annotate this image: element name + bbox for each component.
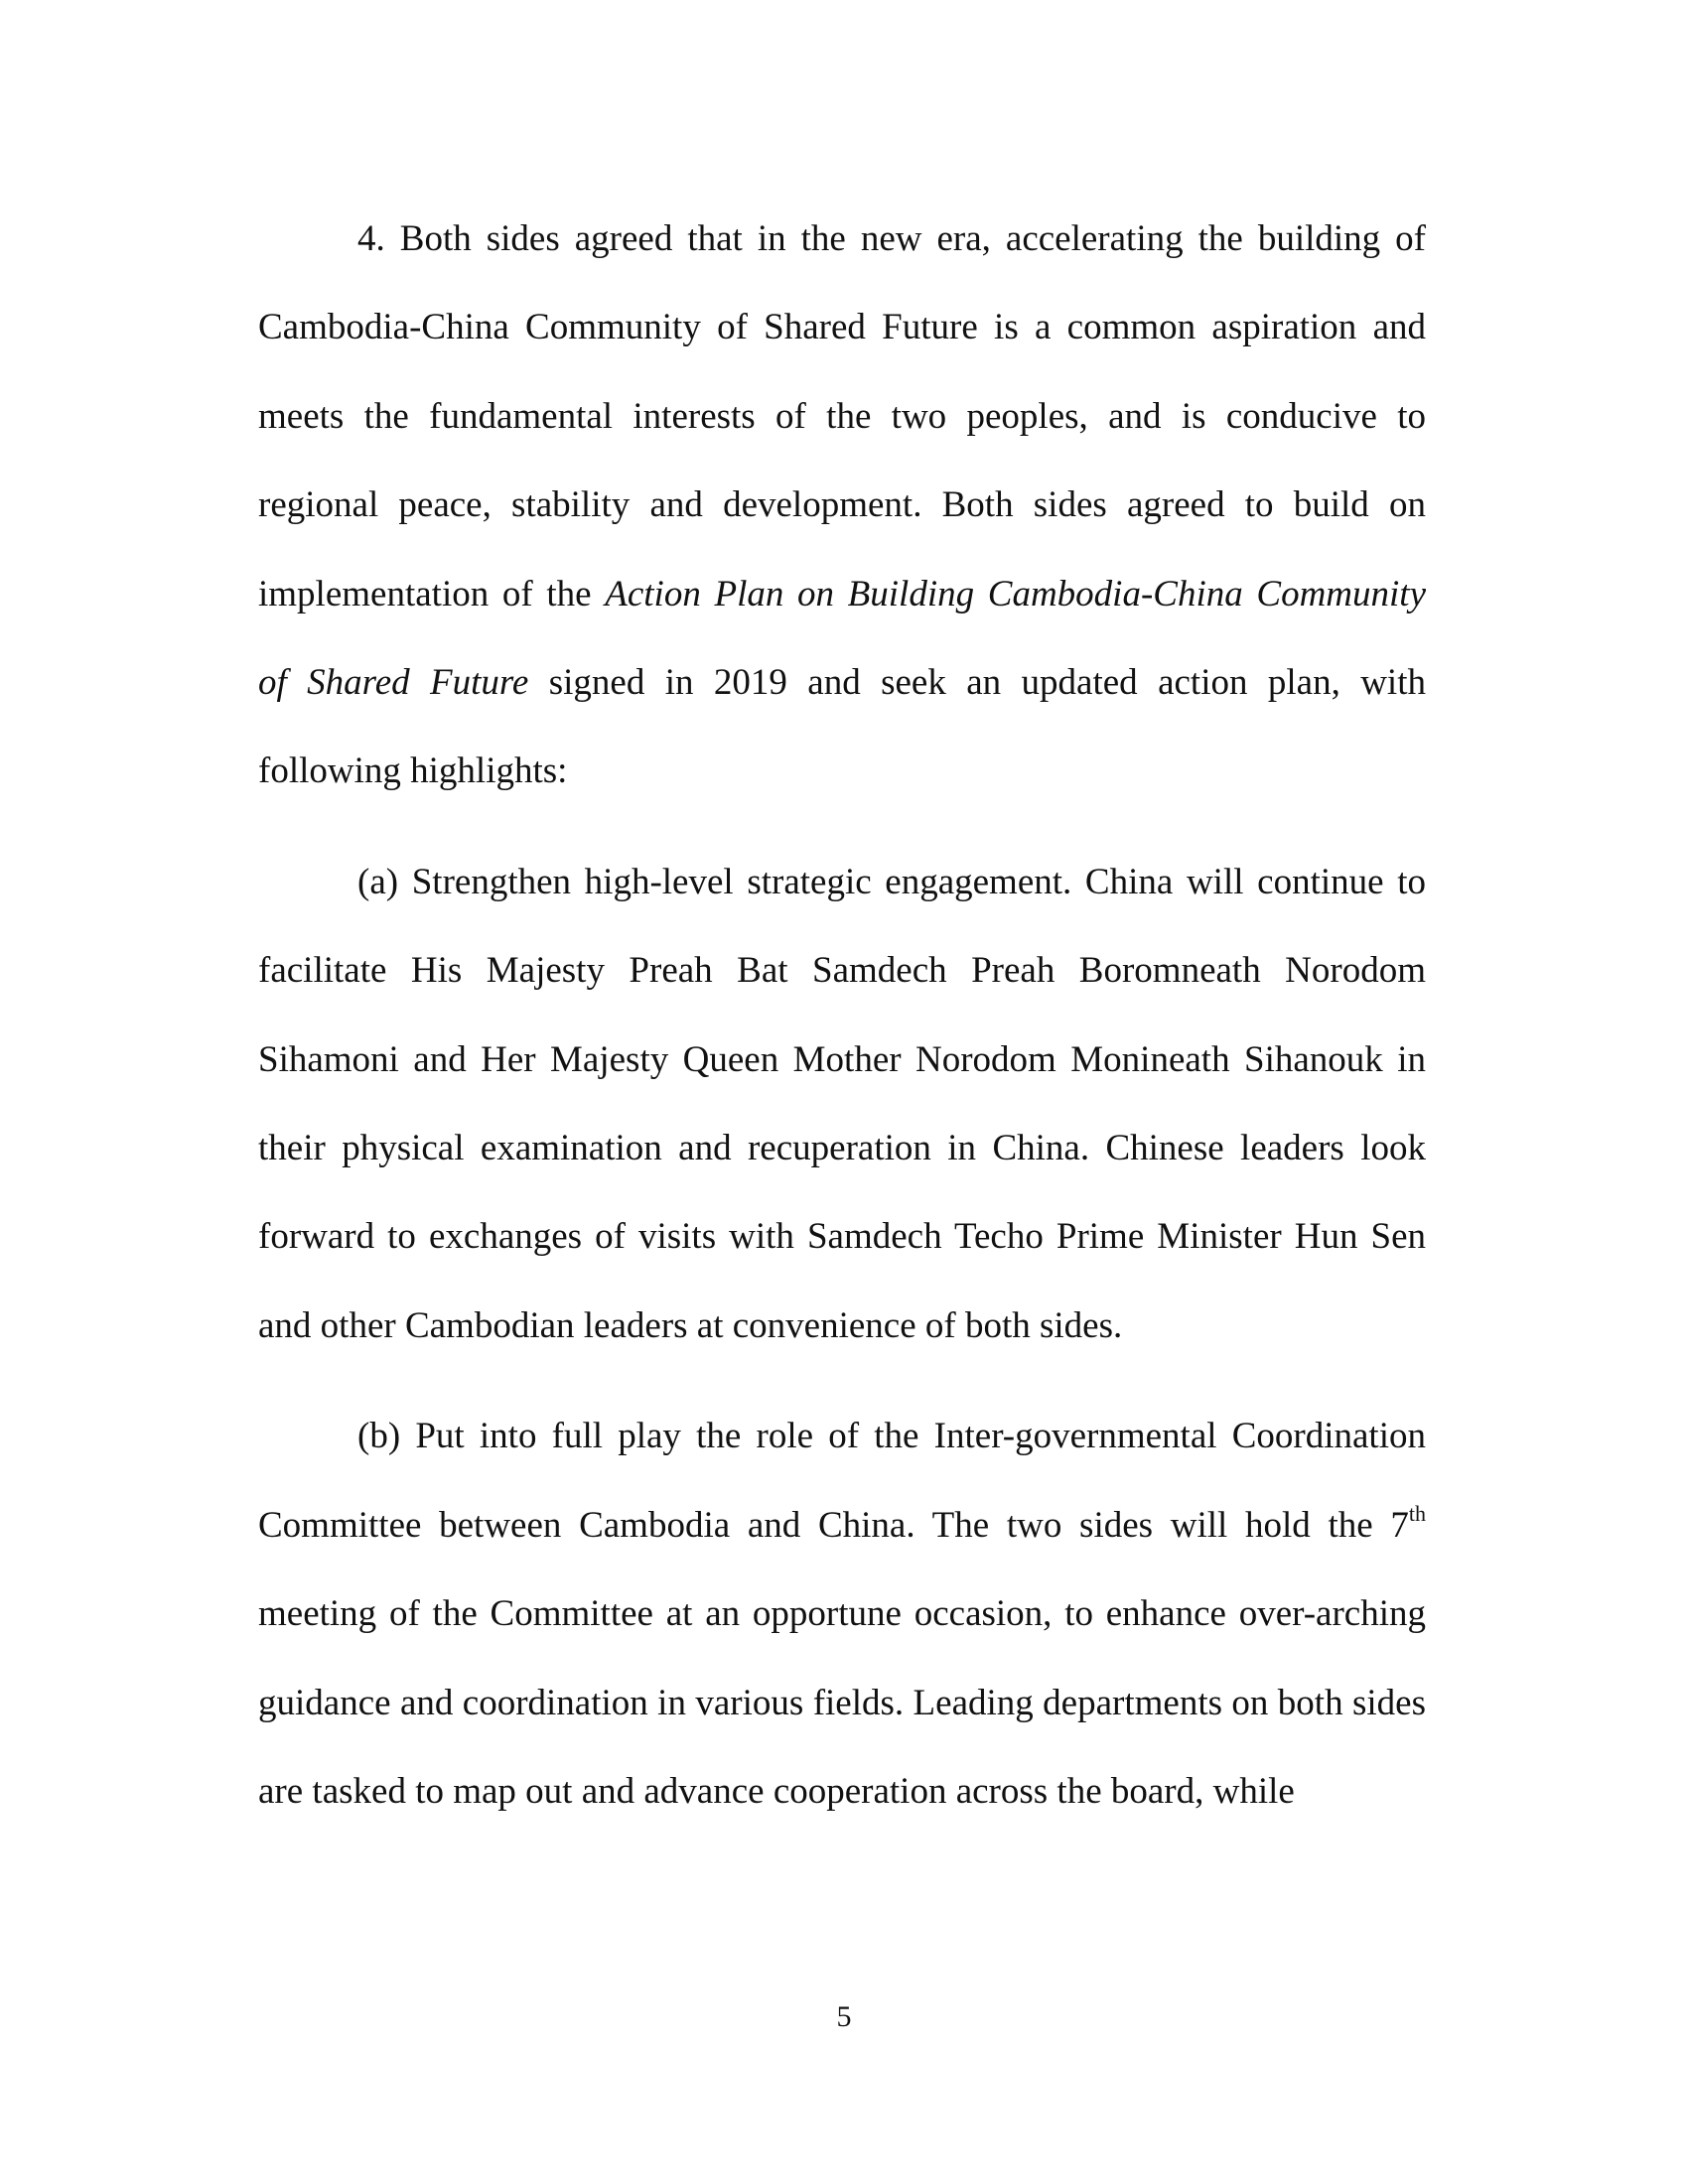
ordinal-superscript: th: [1408, 1501, 1426, 1527]
page-number: 5: [836, 2000, 852, 2033]
document-body: [258, 195, 1426, 1857]
paragraph-4-text-end: signed in 2019 and seek an updated action plan, with following highlights:: [258, 662, 1426, 792]
paragraph-4: [258, 195, 1426, 816]
paragraph-b-text-end: meeting of the Committee at an opportune occasion, to enhance over-arching guidance and coordination in various fields. Leading departments on both sides are tasked to map out and advance cooperation across the board, while: [258, 1593, 1426, 1812]
action-plan-title: Action Plan on Building Cambodia-China Community of Shared Future: [258, 573, 1426, 704]
paragraph-b-text-start: (b) Put into full play the role of the Inter-governmental Coordination Committee between Cambodia and China. The two sides will hold the 7: [258, 1416, 1426, 1546]
paragraph-4-text-start: 4. Both sides agreed that in the new era, accelerating the building of Cambodia-China Community of Shared Future is a common aspiration and meets the fundamental interests of the two peoples, and is conducive to regional peace, stability and development. Both sides agreed to build on implementation of the: [258, 218, 1426, 614]
paragraph-a: (a) Strengthen high-level strategic engagement. China will continue to facilitate His Majesty Preah Bat Samdech Preah Boromneath Norodom Sihamoni and Her Majesty Queen Mother Norodom Monineath Sihanouk in their physical examination and recuperation in China. Chinese leaders look forward to exchanges of visits with Samdech Techo Prime Minister Hun Sen and other Cambodian leaders at convenience of both sides.: [258, 861, 1426, 1346]
paragraph-b: [258, 1392, 1426, 1836]
